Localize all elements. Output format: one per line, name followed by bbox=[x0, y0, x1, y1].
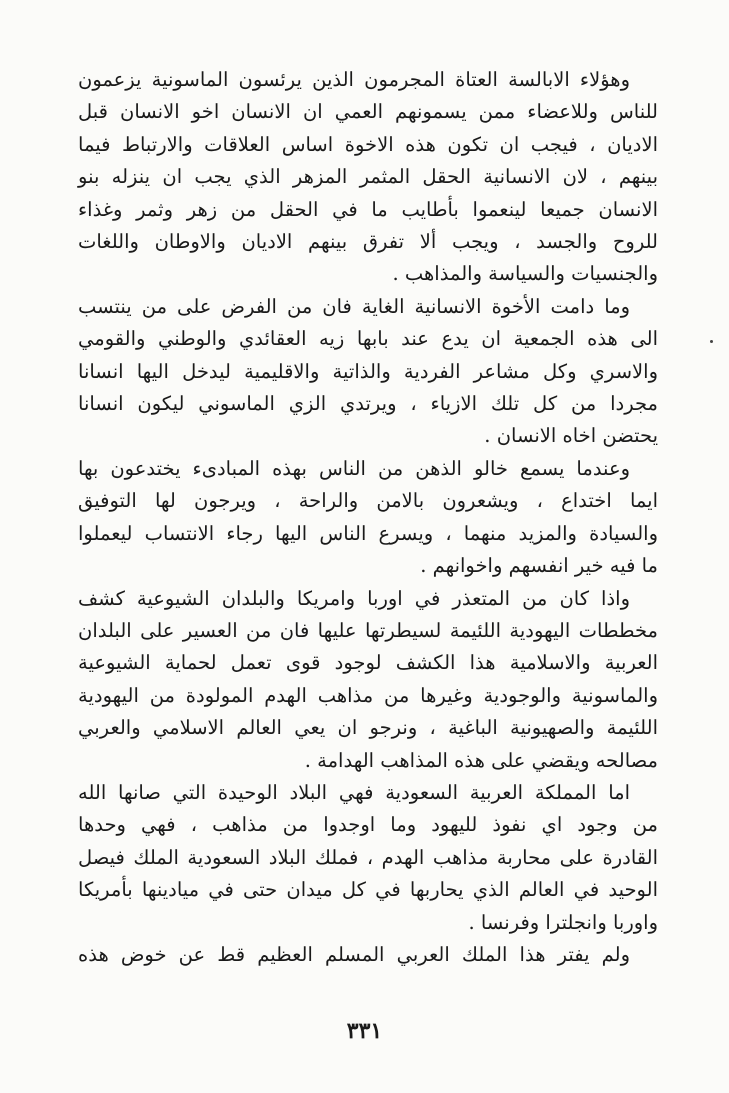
text-line: اللئيمة والصهيونية الباغية ، ونرجو ان يعي العالم الاسلامي والعربي bbox=[78, 716, 658, 740]
text-line: ولم يفتر هذا الملك العربي المسلم العظيم قط عن خوض هذه bbox=[78, 942, 630, 966]
text-line: مصالحه ويقضي على هذه المذاهب الهدامة . bbox=[304, 748, 658, 772]
text-line: للروح والجسد ، ويجب ألا تفرق بينهم الاديان والاوطان واللغات bbox=[78, 230, 658, 254]
text-line: واوربا وانجلترا وفرنسا . bbox=[468, 910, 658, 934]
text-line: يحتضن اخاه الانسان . bbox=[484, 424, 658, 448]
text-line: وهؤلاء الابالسة العتاة المجرمون الذين يرئسون الماسونية يزعمون bbox=[78, 68, 630, 91]
text-line: والماسونية والوجودية وغيرها من مذاهب الهدم المولودة من اليهودية bbox=[78, 683, 658, 707]
text-line: الانسان جميعا لينعموا بأطايب ما في الحقل من زهر وثمر وغذاء bbox=[78, 197, 658, 221]
text-line: والجنسيات والسياسة والمذاهب . bbox=[392, 262, 658, 286]
paragraph bbox=[78, 777, 658, 939]
text-line: واذا كان من المتعذر في اوربا وامريكا والبلدان الشيوعية كشف bbox=[78, 586, 630, 610]
text-line: والاسري وكل مشاعر الفردية والذاتية والاقليمية ليدخل اليها انسانا bbox=[78, 359, 658, 383]
text-line: القادرة على محاربة مذاهب الهدم ، فملك البلاد السعودية الملك فيصل bbox=[78, 845, 658, 869]
print-speck bbox=[710, 340, 713, 343]
text-line: والسيادة والمزيد منهما ، ويسرع الناس اليها رجاء الانتساب ليعملوا bbox=[78, 521, 658, 545]
text-line: الى هذه الجمعية ان يدع عند بابها زيه العقائدي والوطني والقومي bbox=[78, 327, 658, 351]
text-line: الاديان ، فيجب ان تكون هذه الاخوة اساس العلاقات والارتباط فيما bbox=[78, 132, 658, 156]
paragraph bbox=[78, 453, 658, 583]
text-line: من وجود اي نفوذ لليهود وما اوجدوا من مذاهب ، فهي وحدها bbox=[78, 813, 658, 837]
paragraph bbox=[78, 939, 658, 971]
text-line: ايما اختداع ، ويشعرون بالامن والراحة ، ويرجون لها التوفيق bbox=[78, 489, 658, 513]
text-line: وعندما يسمع خالو الذهن من الناس بهذه المبادىء يختدعون بها bbox=[78, 456, 630, 480]
text-line: مخططات اليهودية اللئيمة لسيطرتها عليها فان من العسير على البلدان bbox=[78, 618, 658, 642]
text-line: بينهم ، لان الانسانية الحقل المثمر المزهر الذي يجب ان ينزله بنو bbox=[78, 165, 658, 189]
text-line: مجردا من كل تلك الازياء ، ويرتدي الزي الماسوني ليكون انسانا bbox=[78, 392, 658, 416]
text-line: اما المملكة العربية السعودية فهي البلاد الوحيدة التي صانها الله bbox=[78, 780, 630, 804]
paragraph bbox=[78, 583, 658, 777]
text-line: ما فيه خير انفسهم واخوانهم . bbox=[420, 554, 658, 578]
paragraph bbox=[78, 64, 658, 291]
body-text bbox=[78, 64, 658, 971]
page-number: ٣٣١ bbox=[346, 1018, 383, 1044]
text-line: العربية والاسلامية هذا الكشف لوجود قوى تعمل لحماية الشيوعية bbox=[78, 651, 658, 675]
text-line: للناس وللاعضاء ممن يسمونهم العمي ان الانسان اخو الانسان قبل bbox=[78, 100, 658, 124]
text-line: الوحيد في العالم الذي يحاربها في كل ميدان حتى في ميادينها بأمريكا bbox=[78, 878, 658, 902]
text-line: وما دامت الأخوة الانسانية الغاية فان من الفرض على من ينتسب bbox=[78, 294, 630, 318]
paragraph bbox=[78, 291, 658, 453]
